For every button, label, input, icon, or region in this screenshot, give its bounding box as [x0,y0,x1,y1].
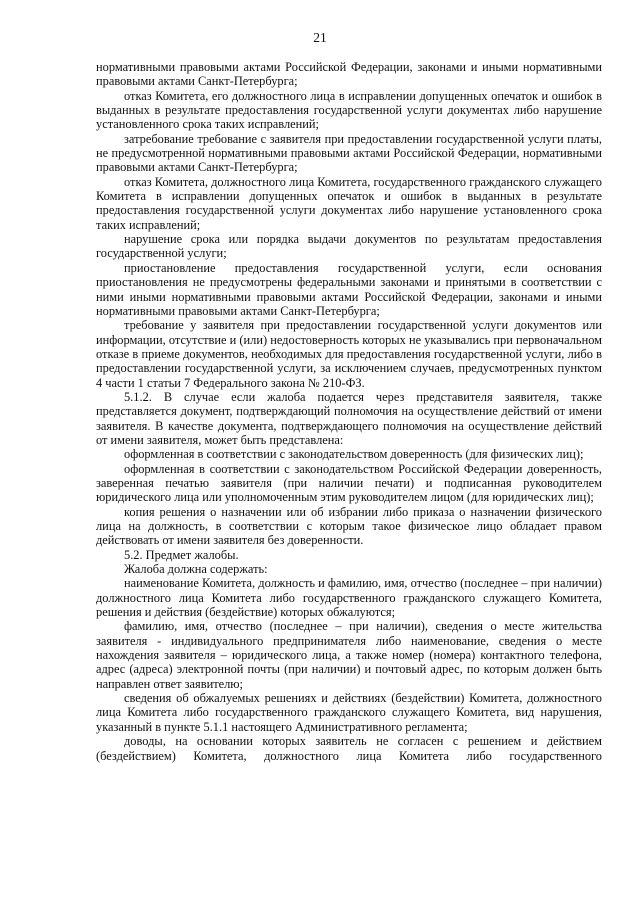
paragraph-applicant-details: фамилию, имя, отчество (последнее – при наличии), сведения о месте жительства заявителя - индивидуального предпринимателя либо наименование, сведения о месте нахождения заявителя – юридического лица, а также номер (номера) контактного телефона, адрес (адреса) электронной почты (при наличии) и почтовый адрес, по которым должен быть направлен ответ заявителю; [96,619,602,691]
paragraph-arguments: доводы, на основании которых заявитель не согласен с решением и действием (бездействием) Комитета, должностного лица Комитета либо государственного [96,734,602,763]
paragraph-document-demand: требование у заявителя при предоставлении государственной услуги документов или информации, отсутствие и (или) недостоверность которых не указывались при первоначальном отказе в приеме документов, необходимых для предоставления государственной услуги, либо в предоставлении государственной услуги, за исключением случаев, предусмотренных пунктом 4 части 1 статьи 7 Федерального закона № 210-ФЗ. [96,318,602,390]
paragraph-appointment-copy: копия решения о назначении или об избрании либо приказа о назначении физического лица на должность, в соответствии с которым такое физическое лицо обладает правом действовать от имени заявителя без доверенности. [96,504,602,548]
paragraph-appealed-decisions: сведения об обжалуемых решениях и действиях (бездействии) Комитета, должностного лица Комитета либо государственного гражданского служащего Комитета, вид нарушения, указанный в пункте 5.1.1 настоящего Административного регламента; [96,691,602,734]
page-number: 21 [313,30,327,45]
document-body [96,60,602,763]
paragraph-committee-name: наименование Комитета, должность и фамилию, имя, отчество (последнее – при наличии) должностного лица Комитета либо государственного гражданского служащего Комитета, решения и действия (бездействие) которых обжалуются; [96,576,602,620]
paragraph-section-5-2-heading: 5.2. Предмет жалобы. [124,547,239,562]
paragraph-fee-demand: затребование требование с заявителя при предоставлении государственной услуги платы, не предусмотренной нормативными правовыми актами Российской Федерации, нормативными правовыми актами Санкт-Петербурга; [96,131,602,175]
paragraph-refusal-officer: отказ Комитета, должностного лица Комитета, государственного гражданского служащего Комитета в исправлении допущенных опечаток и ошибок в выданных в результате предоставления государственной услуги документах либо нарушение установленного срока таких исправлений; [96,174,602,232]
paragraph-suspension: приостановление предоставления государственной услуги, если основания приостановления не предусмотрены федеральными законами и принятыми в соответствии с ними иными нормативными правовыми актами Российской Федерации, законами и иными нормативными правовыми актами Санкт-Петербурга; [96,260,602,318]
paragraph-section-5-1-2: 5.1.2. В случае если жалоба подается через представителя заявителя, также представляется документ, подтверждающий полномочия на осуществление действий от имени заявителя. В качестве документа, подтверждающего полномочия на осуществление действий от имени заявителя, может быть представлена: [96,389,602,447]
paragraph-deadline-violation: нарушение срока или порядка выдачи документов по результатам предоставления государственной услуги; [96,232,602,261]
paragraph-refusal-corrections: отказ Комитета, его должностного лица в исправлении допущенных опечаток и ошибок в выданных в результате предоставления государственной услуги документах либо нарушение установленного срока таких исправлений; [96,88,602,132]
paragraph-continuation: нормативными правовыми актами Российской Федерации, законами и иными нормативными правовыми актами Санкт-Петербурга; [96,60,602,89]
paragraph-complaint-contents-intro: Жалоба должна содержать: [124,562,268,577]
paragraph-individual-poa: оформленная в соответствии с законодательством доверенность (для физических лиц); [124,447,584,462]
paragraph-legal-entity-poa: оформленная в соответствии с законодательством Российской Федерации доверенность, заверенная печатью заявителя (при наличии печати) и подписанная руководителем юридического лица или уполномоченным этим руководителем лицом (для юридических лиц); [96,461,602,505]
